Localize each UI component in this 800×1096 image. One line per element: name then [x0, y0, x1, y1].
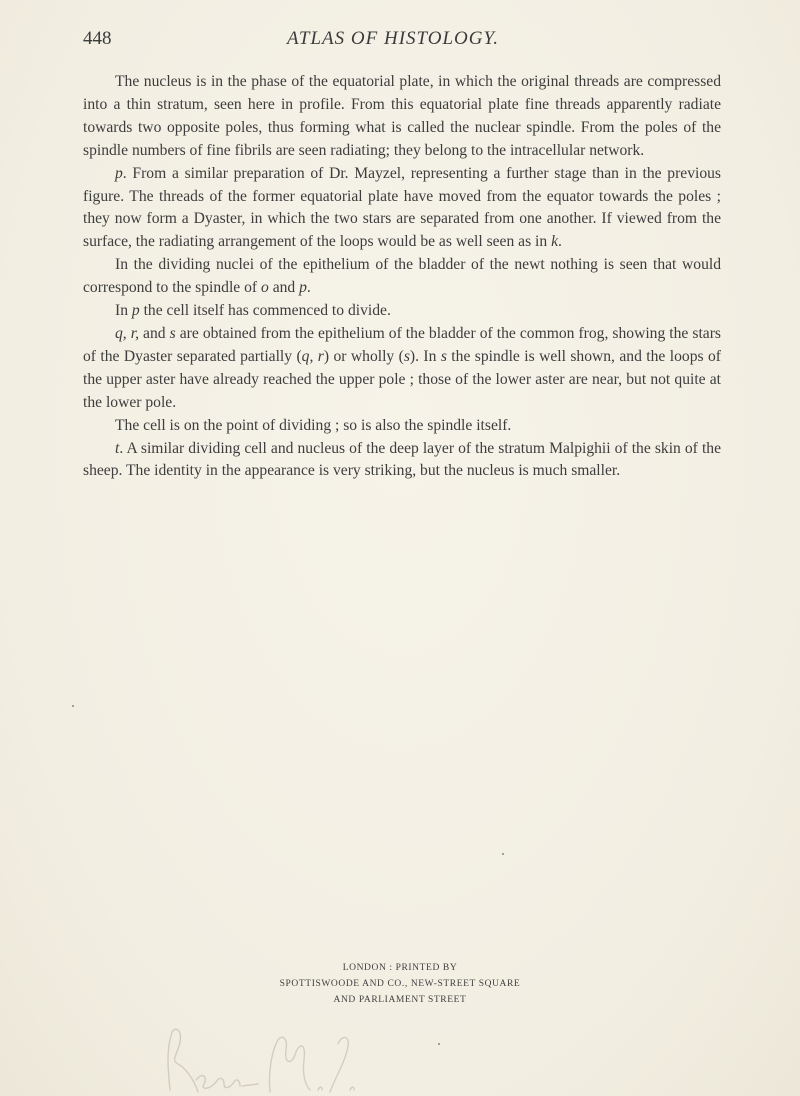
- italic-figure-label: s: [169, 324, 176, 342]
- imprint-line-1: LONDON : PRINTED BY: [342, 963, 458, 973]
- text-run: the spindle is well shown, and the loops of the upper aster have already reached the upper pole ; those of the lower aster are near, but not quite at the lower pole.: [83, 347, 721, 411]
- text-run: . A similar dividing cell and nucleus of the deep layer of the stratum Malpighii of the skin of the sheep. The identity in the appearance is very striking, but the nucleus is much smaller.: [83, 439, 721, 480]
- text-run: the cell itself has commenced to divide.: [139, 302, 391, 320]
- italic-figure-label: t: [115, 439, 120, 457]
- text-run: .: [558, 233, 562, 251]
- italic-figure-label: p: [131, 302, 140, 320]
- paragraph: [83, 438, 721, 484]
- paragraph: [83, 415, 721, 438]
- text-run: and: [138, 324, 170, 342]
- running-title: ATLAS OF HISTOLOGY.: [287, 28, 500, 49]
- paragraph: [83, 71, 721, 163]
- italic-figure-label: o: [261, 279, 269, 297]
- italic-figure-label: q, r: [301, 347, 324, 365]
- text-run: ). In: [409, 347, 441, 365]
- paragraph: [83, 300, 721, 323]
- text-run: ) or wholly (: [323, 347, 404, 365]
- page-number: 448: [83, 28, 112, 49]
- italic-figure-label: p: [115, 164, 123, 182]
- text-run: are obtained from the epithelium of the bladder of the common frog, showing the stars of the Dyaster separated partially (: [83, 324, 721, 365]
- text-run: The cell is on the point of dividing ; so is also the spindle itself.: [115, 416, 512, 434]
- text-run: and: [268, 279, 300, 297]
- text-run: . From a similar preparation of Dr. Mayzel, representing a further stage than in the previous figure. The threads of the former equatorial plate have moved from the equator towards the poles ; they now form a Dyaster, in which the two stars are separated from one another. If viewed from the surface, the radiating arrangement of the loops would be as well seen as in: [83, 164, 721, 251]
- paper-speck: [502, 853, 504, 855]
- paper-speck: [72, 705, 74, 707]
- printer-imprint: [200, 960, 600, 1008]
- body-text: [83, 71, 721, 483]
- paper-speck: [438, 1043, 440, 1045]
- text-run: The nucleus is in the phase of the equatorial plate, in which the original threads are compressed into a thin stratum, seen here in profile. From this equatorial plate fine threads apparently radiate towards two opposite poles, thus forming what is called the nuclear spindle. From the poles of the spindle numbers of fine fibrils are seen radiating; they belong to the intracellular network.: [83, 73, 721, 159]
- handwritten-signature: [150, 1020, 390, 1096]
- italic-figure-label: s: [440, 347, 447, 365]
- italic-figure-label: k: [551, 233, 559, 251]
- imprint-line-2: SPOTTISWOODE AND CO., NEW-STREET SQUARE: [279, 979, 521, 989]
- text-run: In: [115, 302, 132, 320]
- italic-figure-label: p: [299, 279, 307, 297]
- imprint-line-3: AND PARLIAMENT STREET: [333, 995, 467, 1005]
- paragraph: [83, 254, 721, 300]
- text-run: .: [306, 279, 311, 297]
- paragraph: [83, 323, 721, 415]
- running-head: [83, 28, 723, 56]
- italic-figure-label: q, r,: [115, 324, 139, 342]
- paragraph: [83, 163, 721, 255]
- text-run: In the dividing nuclei of the epithelium of the bladder of the newt nothing is seen that would correspond to the spindle of: [83, 256, 721, 297]
- italic-figure-label: s: [403, 347, 410, 365]
